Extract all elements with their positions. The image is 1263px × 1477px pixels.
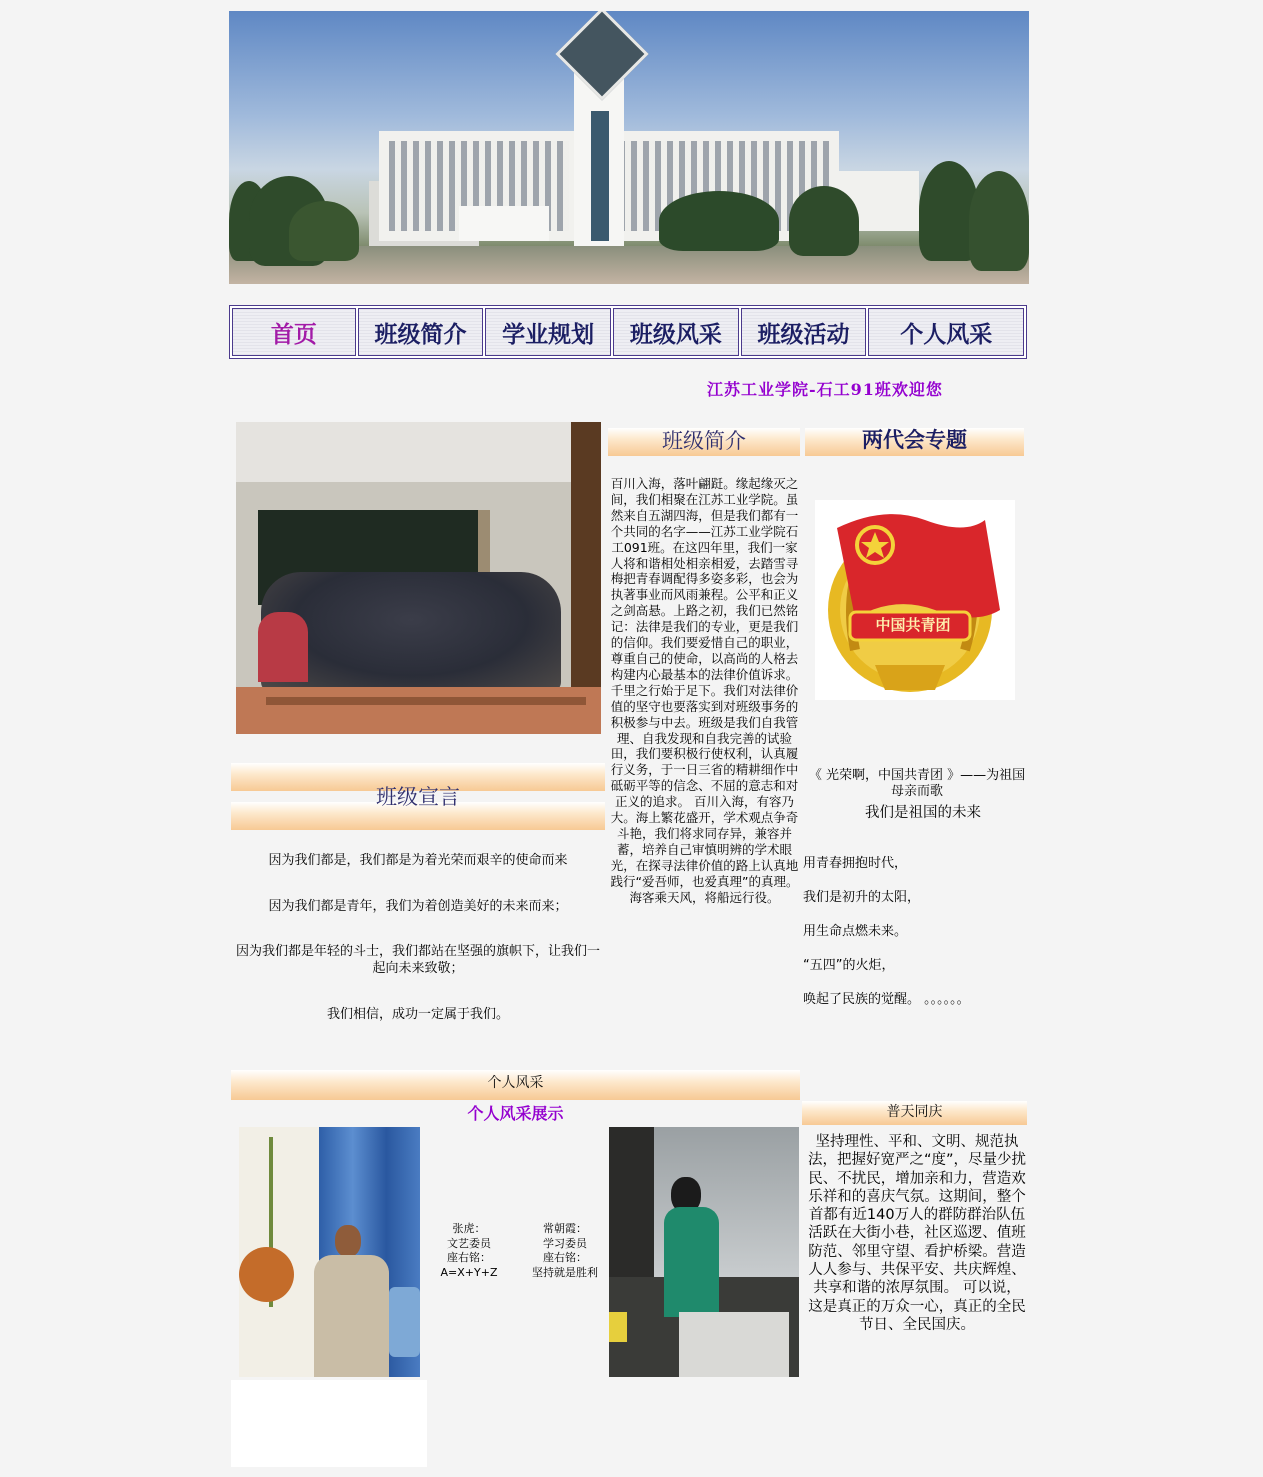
personal-subtitle: 个人风采展示 <box>467 1104 564 1123</box>
nav-class-style[interactable]: 班级风采 <box>613 308 739 356</box>
nav-home[interactable]: 首页 <box>232 308 356 356</box>
declaration-line: 因为我们都是青年，我们为着创造美好的未来而来； <box>268 899 568 914</box>
person1-motto: A=X+Y+Z <box>440 1265 498 1279</box>
poem-line: 用生命点燃未来。 <box>803 924 908 939</box>
person1-motto-label: 座右铭： <box>447 1251 491 1264</box>
nav-class-intro[interactable]: 班级简介 <box>358 308 484 356</box>
person-photo-zhanghu <box>239 1127 420 1377</box>
person2-info <box>522 1222 608 1280</box>
person1-role: 文艺委员 <box>447 1236 491 1250</box>
poem-line: “五四”的火炬， <box>803 958 895 973</box>
blank-panel <box>231 1380 427 1467</box>
welcome-text: 江苏工业学院-石工91班欢迎您 <box>707 380 943 399</box>
future-caption: 我们是祖国的未来 <box>865 805 981 821</box>
class-intro-text: 百川入海，落叶翩跹。缘起缘灭之间，我们相聚在江苏工业学院。虽然来自五湖四海，但是我们都有一个共同的名字——江苏工业学院石工091班。在这四年里，我们一家人将和谐相处相亲相爱，去踏雪寻梅把青春调配得多姿多彩，也会为执著事业而风雨兼程。公平和正义之剑高悬。上路之初，我们已然铭记：法律是我们的专业，更是我们的信仰。我们要爱惜自己的职业，尊重自己的使命，以高尚的人格去构建内心最基本的法律价值诉求。 千里之行始于足下。我们对法律价值的坚守也要落实到对班级事务的积极参与中去。班级是我们自我管理、自我发现和自我完善的试验田，我们要积极行使权利，认真履行义务，于一日三省的精耕细作中砥砺平等的信念、不屈的意志和对正义的追求。 百川入海，有容乃大。海上繁花盛开，学术观点争奇斗艳，我们将求同存异，兼容并蓄，培养自己审慎明辨的学术眼光，在探寻法律价值的路上认真地践行“爱吾师，也爱真理”的真理。 海客乘天风，将船远行役。 <box>610 476 799 905</box>
special-title: 两代会专题 <box>862 427 967 452</box>
poem-line: 唤起了民族的觉醒。 。。。。。。 <box>803 992 970 1007</box>
putian-title: 普天同庆 <box>886 1104 943 1120</box>
declaration-title: 班级宣言 <box>376 785 460 809</box>
person1-name: 张虎： <box>452 1222 486 1235</box>
person2-name: 常朝霞： <box>543 1222 587 1235</box>
person2-role: 学习委员 <box>543 1236 587 1250</box>
main-nav <box>229 305 1027 359</box>
poem-line: 我们是初升的太阳， <box>803 890 921 905</box>
campus-banner-image <box>229 11 1029 284</box>
intro-title: 班级简介 <box>662 429 746 453</box>
nav-class-activities[interactable]: 班级活动 <box>741 308 867 356</box>
poem-line: 用青春拥抱时代， <box>803 856 908 871</box>
declaration-line: 因为我们都是，我们都是为着光荣而艰辛的使命而来 <box>268 853 568 868</box>
declaration-line: 我们相信，成功一定属于我们。 <box>326 1007 509 1022</box>
class-group-photo <box>236 422 601 734</box>
person2-motto-label: 座右铭： <box>543 1251 587 1264</box>
putian-text: 坚持理性、平和、文明、规范执法，把握好宽严之“度”，尽量少扰民、不扰民，增加亲和力，营造欢乐祥和的喜庆气氛。这期间，整个首都有近140万人的群防群治队伍活跃在大街小巷，社区巡逻、值班防范、邻里守望、看护桥梁。营造人人参与、共保平安、共庆辉煌、共享和谐的浓厚氛围。 可以说，这是真正的万众一心，真正的全民节日、全民国庆。 <box>807 1134 1027 1333</box>
personal-title: 个人风采 <box>487 1075 544 1091</box>
person-photo-changzhaoxia <box>609 1127 799 1377</box>
person1-info <box>430 1222 508 1280</box>
youth-league-emblem <box>815 500 1015 700</box>
nav-study-plan[interactable]: 学业规划 <box>485 308 611 356</box>
person2-motto: 坚持就是胜利 <box>532 1265 598 1279</box>
emblem-text: 中国共青团 <box>875 616 951 634</box>
declaration-line: 因为我们都是年轻的斗士，我们都站在坚强的旗帜下，让我们一起向未来致敬； <box>235 944 600 976</box>
song-caption: 《 光荣啊，中国共青团 》——为祖国母亲而歌 <box>808 768 1026 799</box>
nav-personal-style[interactable]: 个人风采 <box>868 308 1024 356</box>
